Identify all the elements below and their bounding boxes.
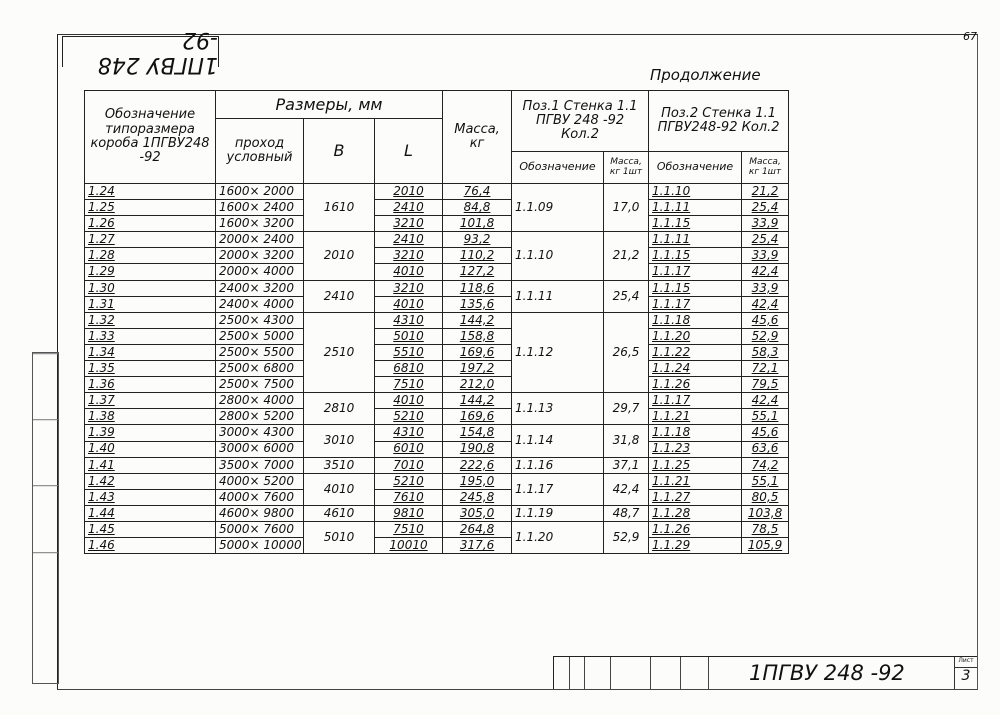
row-mass: 127,2 xyxy=(443,264,512,280)
row-pos2-mass: 25,4 xyxy=(742,200,789,216)
table-row xyxy=(85,264,789,280)
row-l: 2010 xyxy=(375,184,443,200)
row-designation: 1.35 xyxy=(85,361,216,377)
spec-table xyxy=(84,90,789,554)
row-passage: 2500× 5000 xyxy=(216,328,304,344)
row-passage: 2500× 4300 xyxy=(216,312,304,328)
table-row xyxy=(85,216,789,232)
row-pos2-designation: 1.1.18 xyxy=(649,312,742,328)
row-pos2-designation: 1.1.28 xyxy=(649,505,742,521)
row-pos2-mass: 25,4 xyxy=(742,232,789,248)
row-passage: 2400× 3200 xyxy=(216,280,304,296)
row-mass: 158,8 xyxy=(443,328,512,344)
row-mass: 135,6 xyxy=(443,296,512,312)
row-designation: 1.33 xyxy=(85,328,216,344)
row-pos1-designation: 1.1.20 xyxy=(512,521,604,553)
row-l: 2410 xyxy=(375,232,443,248)
row-l: 6010 xyxy=(375,441,443,457)
row-b: 2410 xyxy=(304,280,375,312)
row-pos1-mass: 17,0 xyxy=(604,184,649,232)
row-pos1-mass: 42,4 xyxy=(604,473,649,505)
row-pos2-designation: 1.1.15 xyxy=(649,248,742,264)
row-passage: 4600× 9800 xyxy=(216,505,304,521)
row-pos1-mass: 52,9 xyxy=(604,521,649,553)
row-b: 2010 xyxy=(304,232,375,280)
row-l: 7510 xyxy=(375,377,443,393)
row-pos2-mass: 33,9 xyxy=(742,216,789,232)
row-passage: 1600× 2000 xyxy=(216,184,304,200)
row-l: 4010 xyxy=(375,264,443,280)
row-mass: 118,6 xyxy=(443,280,512,296)
row-designation: 1.25 xyxy=(85,200,216,216)
header-pos2-mass: Масса, кг 1шт xyxy=(742,152,789,184)
side-cell xyxy=(33,485,58,551)
table-row xyxy=(85,200,789,216)
row-pos2-mass: 105,9 xyxy=(742,538,789,554)
row-pos2-mass: 55,1 xyxy=(742,473,789,489)
row-l: 4310 xyxy=(375,312,443,328)
row-designation: 1.38 xyxy=(85,409,216,425)
table-row xyxy=(85,457,789,473)
row-passage: 2800× 4000 xyxy=(216,393,304,409)
row-designation: 1.45 xyxy=(85,521,216,537)
row-pos1-mass: 25,4 xyxy=(604,280,649,312)
row-b: 4610 xyxy=(304,505,375,521)
row-pos2-designation: 1.1.18 xyxy=(649,425,742,441)
row-pos2-mass: 78,5 xyxy=(742,521,789,537)
row-b: 3010 xyxy=(304,425,375,457)
table-row xyxy=(85,184,789,200)
row-designation: 1.36 xyxy=(85,377,216,393)
row-pos2-designation: 1.1.17 xyxy=(649,393,742,409)
table-row xyxy=(85,425,789,441)
row-l: 4310 xyxy=(375,425,443,441)
row-l: 5210 xyxy=(375,409,443,425)
side-cell xyxy=(33,552,58,618)
row-passage: 5000× 10000 xyxy=(216,538,304,554)
row-pos2-mass: 21,2 xyxy=(742,184,789,200)
row-pos2-mass: 42,4 xyxy=(742,264,789,280)
row-b: 3510 xyxy=(304,457,375,473)
row-b: 4010 xyxy=(304,473,375,505)
table-row xyxy=(85,232,789,248)
row-passage: 2000× 3200 xyxy=(216,248,304,264)
table-row xyxy=(85,473,789,489)
row-mass: 110,2 xyxy=(443,248,512,264)
row-pos2-designation: 1.1.17 xyxy=(649,264,742,280)
row-pos1-mass: 29,7 xyxy=(604,393,649,425)
row-l: 2410 xyxy=(375,200,443,216)
header-pos1-designation: Обозначение xyxy=(512,152,604,184)
table-row xyxy=(85,521,789,537)
row-pos1-mass: 31,8 xyxy=(604,425,649,457)
row-pos2-designation: 1.1.21 xyxy=(649,409,742,425)
row-pos1-mass: 26,5 xyxy=(604,312,649,392)
row-designation: 1.30 xyxy=(85,280,216,296)
row-passage: 3000× 6000 xyxy=(216,441,304,457)
row-pos1-designation: 1.1.10 xyxy=(512,232,604,280)
row-pos2-designation: 1.1.15 xyxy=(649,216,742,232)
row-designation: 1.29 xyxy=(85,264,216,280)
row-designation: 1.31 xyxy=(85,296,216,312)
header-pos2-designation: Обозначение xyxy=(649,152,742,184)
row-designation: 1.41 xyxy=(85,457,216,473)
row-designation: 1.44 xyxy=(85,505,216,521)
title-block-cells xyxy=(554,657,709,689)
row-designation: 1.32 xyxy=(85,312,216,328)
row-mass: 93,2 xyxy=(443,232,512,248)
row-mass: 305,0 xyxy=(443,505,512,521)
row-l: 5510 xyxy=(375,344,443,360)
row-l: 3210 xyxy=(375,216,443,232)
row-pos2-mass: 63,6 xyxy=(742,441,789,457)
row-pos2-mass: 42,4 xyxy=(742,393,789,409)
row-pos2-mass: 80,5 xyxy=(742,489,789,505)
row-designation: 1.27 xyxy=(85,232,216,248)
table-row xyxy=(85,361,789,377)
title-block xyxy=(553,656,977,689)
row-designation: 1.34 xyxy=(85,344,216,360)
row-mass: 317,6 xyxy=(443,538,512,554)
table-row xyxy=(85,248,789,264)
row-passage: 1600× 3200 xyxy=(216,216,304,232)
row-pos1-designation: 1.1.17 xyxy=(512,473,604,505)
row-designation: 1.37 xyxy=(85,393,216,409)
row-pos2-mass: 72,1 xyxy=(742,361,789,377)
header-pos2: Поз.2 Стенка 1.1 ПГВУ248-92 Кол.2 xyxy=(649,91,789,152)
row-pos2-mass: 52,9 xyxy=(742,328,789,344)
row-l: 7610 xyxy=(375,489,443,505)
row-pos1-mass: 21,2 xyxy=(604,232,649,280)
row-mass: 195,0 xyxy=(443,473,512,489)
table-row xyxy=(85,409,789,425)
row-designation: 1.46 xyxy=(85,538,216,554)
row-designation: 1.28 xyxy=(85,248,216,264)
row-pos2-mass: 55,1 xyxy=(742,409,789,425)
row-pos2-designation: 1.1.22 xyxy=(649,344,742,360)
row-pos2-designation: 1.1.10 xyxy=(649,184,742,200)
row-pos2-designation: 1.1.27 xyxy=(649,489,742,505)
row-l: 3210 xyxy=(375,280,443,296)
row-mass: 197,2 xyxy=(443,361,512,377)
row-designation: 1.39 xyxy=(85,425,216,441)
row-pos2-mass: 45,6 xyxy=(742,425,789,441)
row-pos2-designation: 1.1.11 xyxy=(649,200,742,216)
row-mass: 169,6 xyxy=(443,409,512,425)
row-l: 4010 xyxy=(375,296,443,312)
row-pos2-mass: 58,3 xyxy=(742,344,789,360)
row-mass: 245,8 xyxy=(443,489,512,505)
row-mass: 144,2 xyxy=(443,312,512,328)
row-designation: 1.42 xyxy=(85,473,216,489)
row-passage: 3500× 7000 xyxy=(216,457,304,473)
row-pos2-designation: 1.1.17 xyxy=(649,296,742,312)
row-pos1-designation: 1.1.14 xyxy=(512,425,604,457)
table-row xyxy=(85,441,789,457)
row-l: 9810 xyxy=(375,505,443,521)
table-row xyxy=(85,377,789,393)
row-pos2-mass: 33,9 xyxy=(742,280,789,296)
row-pos2-designation: 1.1.29 xyxy=(649,538,742,554)
row-pos2-mass: 45,6 xyxy=(742,312,789,328)
row-pos2-mass: 79,5 xyxy=(742,377,789,393)
row-pos1-mass: 48,7 xyxy=(604,505,649,521)
row-passage: 2400× 4000 xyxy=(216,296,304,312)
table-row xyxy=(85,296,789,312)
row-pos2-designation: 1.1.26 xyxy=(649,377,742,393)
row-l: 5210 xyxy=(375,473,443,489)
row-passage: 3000× 4300 xyxy=(216,425,304,441)
sheet-number: 3 xyxy=(961,668,971,684)
side-cell xyxy=(33,618,58,683)
header-b: B xyxy=(304,119,375,184)
row-b: 1610 xyxy=(304,184,375,232)
row-pos1-designation: 1.1.19 xyxy=(512,505,604,521)
table-body xyxy=(85,184,789,554)
row-mass: 101,8 xyxy=(443,216,512,232)
header-designation: Обозначение типоразмера короба 1ПГВУ248 -92 xyxy=(85,91,216,184)
row-pos1-mass: 37,1 xyxy=(604,457,649,473)
header-pos1-mass: Масса, кг 1шт xyxy=(604,152,649,184)
row-pos1-designation: 1.1.16 xyxy=(512,457,604,473)
row-pos2-designation: 1.1.26 xyxy=(649,521,742,537)
row-mass: 84,8 xyxy=(443,200,512,216)
row-pos2-mass: 42,4 xyxy=(742,296,789,312)
row-pos2-designation: 1.1.11 xyxy=(649,232,742,248)
top-stamp: 1ПГВУ 248 -92 xyxy=(62,36,219,67)
row-passage: 2000× 2400 xyxy=(216,232,304,248)
row-mass: 264,8 xyxy=(443,521,512,537)
row-mass: 212,0 xyxy=(443,377,512,393)
side-cell xyxy=(33,353,58,419)
row-passage: 2500× 5500 xyxy=(216,344,304,360)
row-l: 6810 xyxy=(375,361,443,377)
row-pos2-designation: 1.1.20 xyxy=(649,328,742,344)
row-mass: 190,8 xyxy=(443,441,512,457)
row-l: 7510 xyxy=(375,521,443,537)
table-row xyxy=(85,312,789,328)
row-designation: 1.24 xyxy=(85,184,216,200)
row-pos1-designation: 1.1.13 xyxy=(512,393,604,425)
row-passage: 2800× 5200 xyxy=(216,409,304,425)
table-row xyxy=(85,393,789,409)
row-l: 5010 xyxy=(375,328,443,344)
row-designation: 1.40 xyxy=(85,441,216,457)
row-pos1-designation: 1.1.09 xyxy=(512,184,604,232)
table-row xyxy=(85,489,789,505)
row-mass: 222,6 xyxy=(443,457,512,473)
row-pos2-designation: 1.1.24 xyxy=(649,361,742,377)
row-designation: 1.43 xyxy=(85,489,216,505)
row-passage: 2500× 6800 xyxy=(216,361,304,377)
row-pos1-designation: 1.1.11 xyxy=(512,280,604,312)
row-l: 3210 xyxy=(375,248,443,264)
sheet-box xyxy=(954,657,977,689)
row-b: 2510 xyxy=(304,312,375,392)
sheet-label: Лист xyxy=(955,657,977,668)
page-number: 67 xyxy=(963,30,977,43)
header-sizes: Размеры, мм xyxy=(216,91,443,119)
side-stamp-column xyxy=(32,352,59,684)
row-pos2-mass: 103,8 xyxy=(742,505,789,521)
row-pos2-designation: 1.1.15 xyxy=(649,280,742,296)
title-code: 1ПГВУ 248 -92 xyxy=(749,661,905,685)
row-b: 5010 xyxy=(304,521,375,553)
row-passage: 1600× 2400 xyxy=(216,200,304,216)
continuation-label: Продолжение xyxy=(650,66,761,84)
row-pos2-mass: 74,2 xyxy=(742,457,789,473)
row-pos2-designation: 1.1.23 xyxy=(649,441,742,457)
row-pos2-designation: 1.1.21 xyxy=(649,473,742,489)
table-row xyxy=(85,505,789,521)
row-passage: 5000× 7600 xyxy=(216,521,304,537)
header-passage: проход условный xyxy=(216,119,304,184)
row-pos2-designation: 1.1.25 xyxy=(649,457,742,473)
row-passage: 4000× 5200 xyxy=(216,473,304,489)
row-mass: 144,2 xyxy=(443,393,512,409)
row-l: 7010 xyxy=(375,457,443,473)
row-mass: 76,4 xyxy=(443,184,512,200)
table-row xyxy=(85,538,789,554)
header-pos1: Поз.1 Стенка 1.1 ПГВУ 248 -92 Кол.2 xyxy=(512,91,649,152)
row-mass: 154,8 xyxy=(443,425,512,441)
row-pos1-designation: 1.1.12 xyxy=(512,312,604,392)
row-passage: 2000× 4000 xyxy=(216,264,304,280)
header-mass: Масса, кг xyxy=(443,91,512,184)
side-cell xyxy=(33,419,58,485)
table-row xyxy=(85,344,789,360)
row-pos2-mass: 33,9 xyxy=(742,248,789,264)
row-mass: 169,6 xyxy=(443,344,512,360)
table-header xyxy=(85,91,789,184)
row-l: 10010 xyxy=(375,538,443,554)
header-l: L xyxy=(375,119,443,184)
row-designation: 1.26 xyxy=(85,216,216,232)
table-row xyxy=(85,328,789,344)
row-b: 2810 xyxy=(304,393,375,425)
row-passage: 4000× 7600 xyxy=(216,489,304,505)
row-passage: 2500× 7500 xyxy=(216,377,304,393)
row-l: 4010 xyxy=(375,393,443,409)
table-row xyxy=(85,280,789,296)
